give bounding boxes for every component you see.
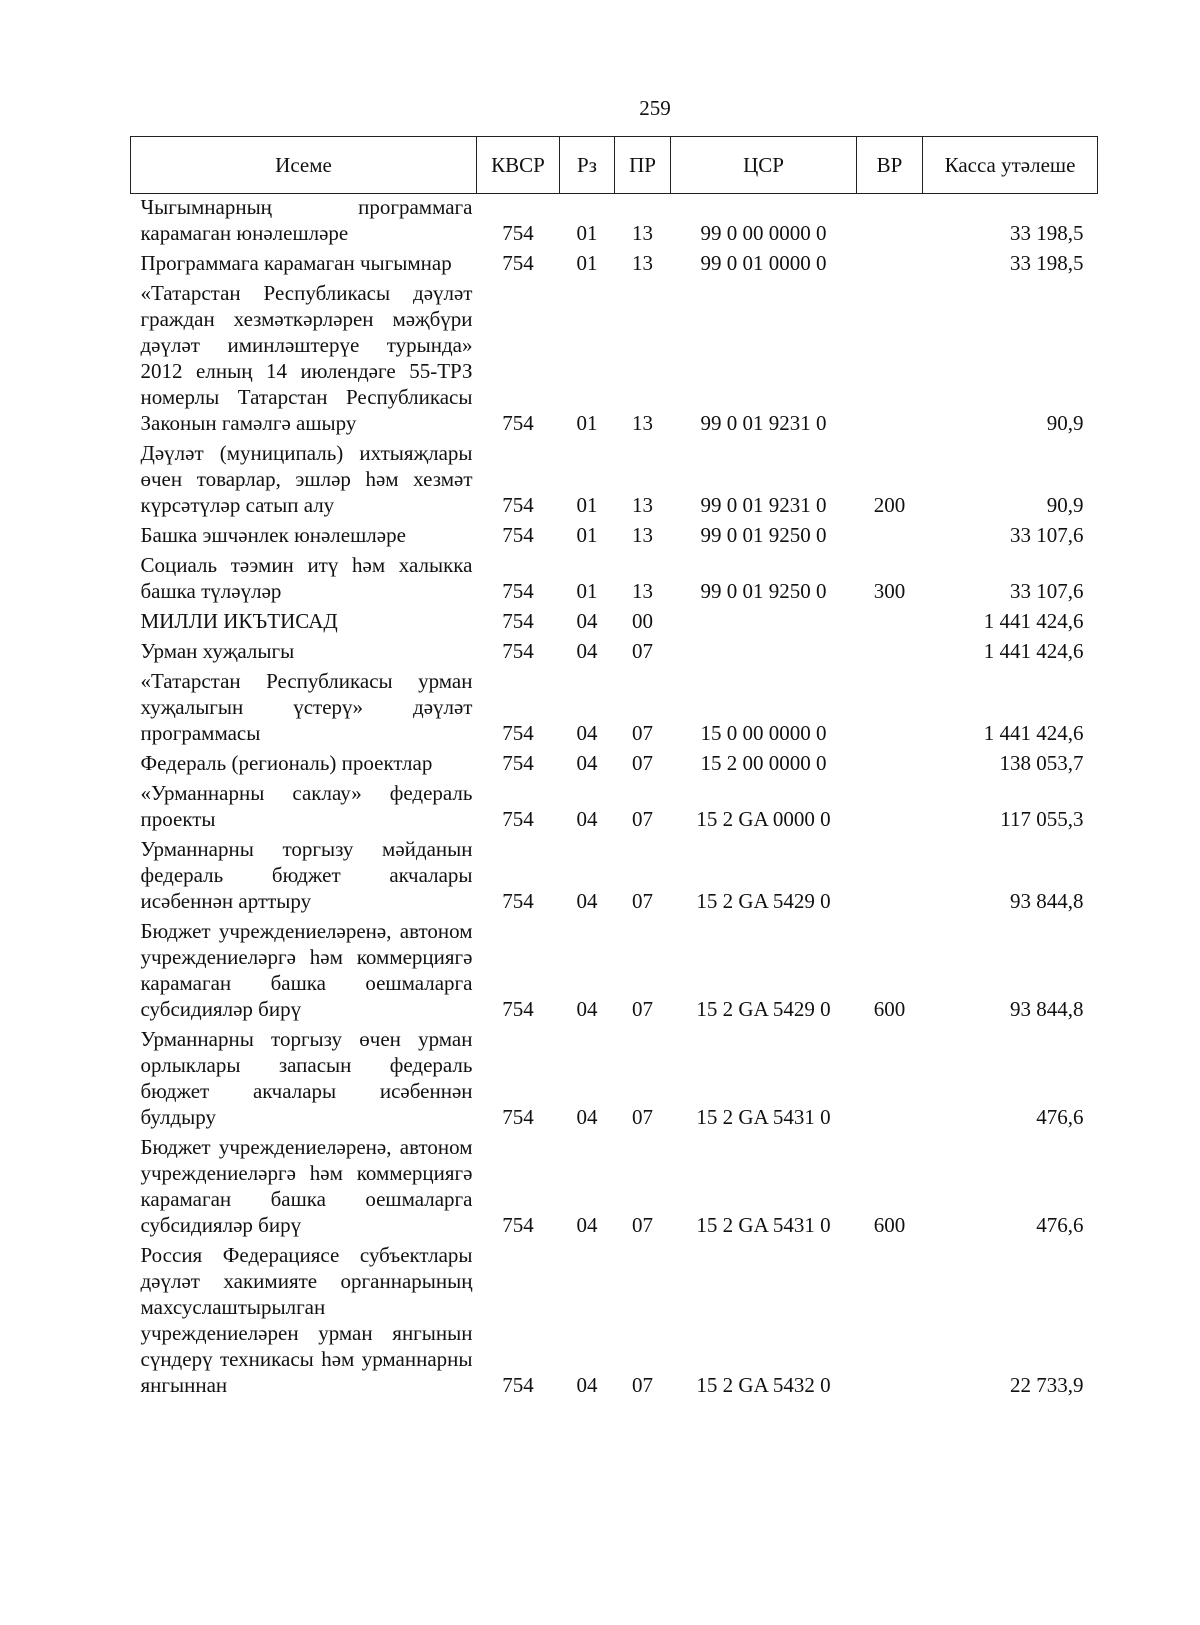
row-pr: 00 <box>632 609 653 633</box>
row-rz: 01 <box>576 221 598 245</box>
row-name: «Татарстан Республикасы урман хуҗалыгын үстерү» дәүләт программасы <box>140 669 473 745</box>
table-row <box>131 439 1098 521</box>
row-tssr: 15 2 GA 5432 0 <box>696 1373 831 1397</box>
row-vr <box>857 249 923 279</box>
row-rz: 01 <box>576 579 598 603</box>
table-row <box>131 1241 1098 1401</box>
row-vr: 300 <box>873 579 906 603</box>
row-amount: 1 441 424,6 <box>983 639 1084 663</box>
row-pr: 13 <box>632 411 653 435</box>
row-rz: 01 <box>576 523 598 547</box>
row-name: Урманнарны торгызу мәйданын федераль бюджет акчалары исәбеннән арттыру <box>140 837 473 913</box>
row-pr: 07 <box>632 721 653 745</box>
row-rz: 04 <box>576 1105 598 1129</box>
row-pr: 07 <box>632 997 653 1021</box>
row-vr: 600 <box>873 997 906 1021</box>
table-row <box>131 607 1098 637</box>
header-rz: Рз <box>560 137 615 194</box>
row-pr: 13 <box>632 493 653 517</box>
row-amount: 33 107,6 <box>1010 579 1084 603</box>
row-rz: 04 <box>576 1373 598 1397</box>
row-rz: 04 <box>576 889 598 913</box>
row-amount: 22 733,9 <box>1010 1373 1084 1397</box>
row-kvsr: 754 <box>502 411 534 435</box>
row-kvsr: 754 <box>502 1213 534 1237</box>
row-tssr: 99 0 01 9250 0 <box>700 523 827 547</box>
row-kvsr: 754 <box>502 997 534 1021</box>
row-rz: 04 <box>576 609 598 633</box>
row-name: Урманнарны торгызу өчен урман орлыклары запасын федераль бюджет акчалары исәбеннән булдыру <box>140 1027 473 1129</box>
row-tssr: 15 2 GA 5431 0 <box>696 1213 831 1237</box>
row-rz: 04 <box>576 997 598 1021</box>
table-body <box>131 194 1098 1402</box>
row-kvsr: 754 <box>502 523 534 547</box>
row-rz: 01 <box>576 251 598 275</box>
row-amount: 33 198,5 <box>1010 251 1084 275</box>
header-kvsr: КВСР <box>477 137 560 194</box>
row-vr: 600 <box>873 1213 906 1237</box>
row-name: Урман хуҗалыгы <box>140 639 295 663</box>
row-rz: 04 <box>576 639 598 663</box>
row-tssr: 99 0 01 9250 0 <box>700 579 827 603</box>
row-rz: 01 <box>576 411 598 435</box>
row-vr <box>857 607 923 637</box>
row-rz: 04 <box>576 751 598 775</box>
row-pr: 13 <box>632 523 653 547</box>
row-amount: 138 053,7 <box>999 751 1084 775</box>
row-tssr: 15 2 GA 0000 0 <box>696 807 831 831</box>
row-rz: 04 <box>576 807 598 831</box>
header-name: Исеме <box>131 137 477 194</box>
row-tssr: 15 2 00 0000 0 <box>700 751 827 775</box>
row-vr <box>857 835 923 917</box>
table-header-row <box>131 137 1098 194</box>
row-kvsr: 754 <box>502 889 534 913</box>
row-vr <box>857 194 923 250</box>
row-amount: 93 844,8 <box>1010 889 1084 913</box>
row-pr: 07 <box>632 751 653 775</box>
table-row <box>131 249 1098 279</box>
header-vr: ВР <box>857 137 923 194</box>
table-row <box>131 521 1098 551</box>
budget-table <box>130 136 1098 1401</box>
row-name: Россия Федерациясе субъектлары дәүләт хакимияте органнарының махсуслаштырылган учреждениеләрен урман янгынын сүндерү техникасы һәм урманнарны янгыннан <box>140 1243 473 1397</box>
table-row <box>131 1025 1098 1133</box>
table-row <box>131 551 1098 607</box>
table-row <box>131 279 1098 439</box>
row-name: Башка эшчәнлек юнәлешләре <box>140 523 406 547</box>
row-kvsr: 754 <box>502 609 534 633</box>
row-pr: 07 <box>632 1213 653 1237</box>
row-kvsr: 754 <box>502 579 534 603</box>
row-amount: 90,9 <box>1046 493 1084 517</box>
row-vr <box>857 1025 923 1133</box>
row-name: Федераль (региональ) проектлар <box>140 751 433 775</box>
row-kvsr: 754 <box>502 721 534 745</box>
table-row <box>131 917 1098 1025</box>
row-name: МИЛЛИ ИКЪТИСАД <box>140 609 338 633</box>
row-kvsr: 754 <box>502 1373 534 1397</box>
table-row <box>131 835 1098 917</box>
row-kvsr: 754 <box>502 639 534 663</box>
row-rz: 04 <box>576 1213 598 1237</box>
row-kvsr: 754 <box>502 1105 534 1129</box>
row-tssr: 99 0 00 0000 0 <box>700 221 827 245</box>
row-pr: 13 <box>632 251 653 275</box>
table-row <box>131 637 1098 667</box>
row-amount: 476,6 <box>1036 1105 1084 1129</box>
row-vr <box>857 779 923 835</box>
row-vr <box>857 521 923 551</box>
page-number: 259 <box>639 96 671 120</box>
row-rz: 01 <box>576 493 598 517</box>
row-vr <box>857 279 923 439</box>
row-name: Бюджет учреждениеләренә, автоном учреждениеләргә һәм коммерциягә карамаган башка оешмаларга субсидияләр бирү <box>140 919 473 1021</box>
header-tssr: ЦСР <box>671 137 857 194</box>
row-amount: 1 441 424,6 <box>983 721 1084 745</box>
row-pr: 13 <box>632 221 653 245</box>
row-name: Программага карамаган чыгымнар <box>140 251 452 275</box>
row-amount: 93 844,8 <box>1010 997 1084 1021</box>
row-kvsr: 754 <box>502 807 534 831</box>
row-vr <box>857 749 923 779</box>
row-pr: 07 <box>632 1373 653 1397</box>
row-amount: 90,9 <box>1046 411 1084 435</box>
row-kvsr: 754 <box>502 221 534 245</box>
row-name: Бюджет учреждениеләренә, автоном учреждениеләргә һәм коммерциягә карамаган башка оешмаларга субсидияләр бирү <box>140 1135 473 1237</box>
row-amount: 117 055,3 <box>1000 807 1084 831</box>
row-vr <box>857 667 923 749</box>
row-amount: 33 198,5 <box>1010 221 1084 245</box>
row-pr: 13 <box>632 579 653 603</box>
row-amount: 1 441 424,6 <box>983 609 1084 633</box>
row-tssr <box>671 607 857 637</box>
row-vr <box>857 637 923 667</box>
row-tssr: 15 2 GA 5429 0 <box>696 997 831 1021</box>
row-name: «Татарстан Республикасы дәүләт граждан хезмәткәрләрен мәҗбүри дәүләт иминләштерүе турында» 2012 елның 14 июлендәге 55-ТРЗ номерлы Татарстан Республикасы Законын гамәлгә ашыру <box>140 281 473 435</box>
row-kvsr: 754 <box>502 251 534 275</box>
table-row <box>131 749 1098 779</box>
row-vr <box>857 1241 923 1401</box>
row-pr: 07 <box>632 639 653 663</box>
table-row <box>131 194 1098 250</box>
row-kvsr: 754 <box>502 751 534 775</box>
row-tssr <box>671 637 857 667</box>
row-rz: 04 <box>576 721 598 745</box>
row-name: Чыгымнарның программага карамаган юнәлешләре <box>140 195 473 245</box>
table-row <box>131 779 1098 835</box>
row-pr: 07 <box>632 807 653 831</box>
row-name: «Урманнарны саклау» федераль проекты <box>140 781 473 831</box>
row-tssr: 99 0 01 9231 0 <box>700 411 827 435</box>
table-row <box>131 1133 1098 1241</box>
row-tssr: 15 2 GA 5431 0 <box>696 1105 831 1129</box>
row-amount: 476,6 <box>1036 1213 1084 1237</box>
row-tssr: 15 2 GA 5429 0 <box>696 889 831 913</box>
row-kvsr: 754 <box>502 493 534 517</box>
row-tssr: 99 0 01 0000 0 <box>700 251 827 275</box>
row-pr: 07 <box>632 1105 653 1129</box>
row-pr: 07 <box>632 889 653 913</box>
row-name: Социаль тәэмин итү һәм халыкка башка түләүләр <box>140 553 473 603</box>
row-tssr: 99 0 01 9231 0 <box>700 493 827 517</box>
header-kassa: Касса утәлеше <box>923 137 1098 194</box>
row-vr: 200 <box>873 493 906 517</box>
table-row <box>131 667 1098 749</box>
row-tssr: 15 0 00 0000 0 <box>700 721 827 745</box>
row-amount: 33 107,6 <box>1010 523 1084 547</box>
row-name: Дәүләт (муниципаль) ихтыяҗлары өчен товарлар, эшләр һәм хезмәт күрсәтүләр сатып алу <box>140 441 473 517</box>
header-pr: ПР <box>615 137 671 194</box>
